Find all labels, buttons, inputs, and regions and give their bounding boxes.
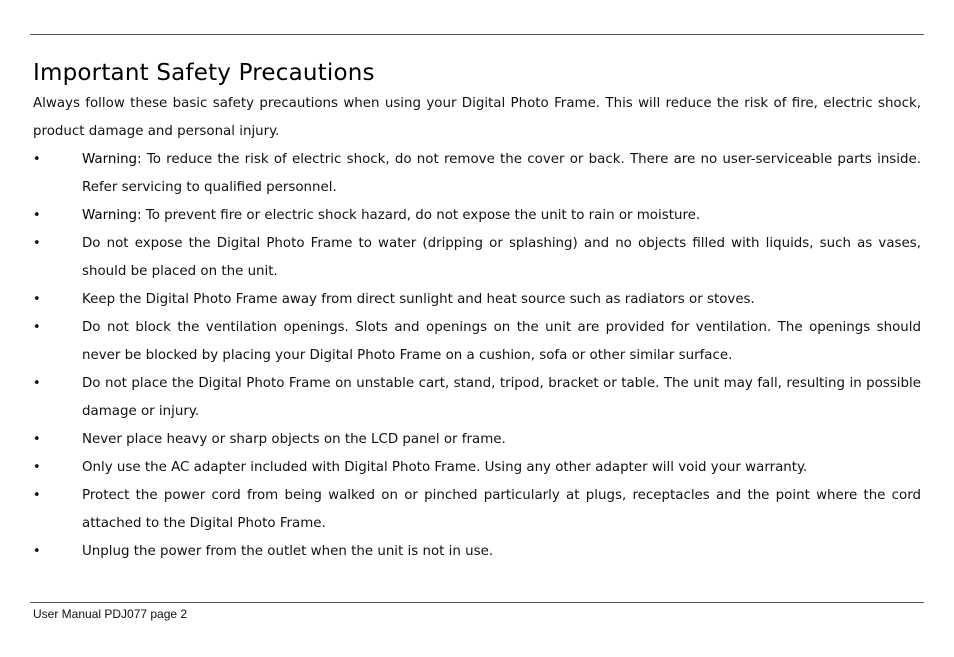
list-item (33, 538, 921, 566)
warning-label: Warning: (82, 152, 142, 167)
list-item (33, 370, 921, 426)
list-item-text: To reduce the risk of electric shock, do not remove the cover or back. There are no user-serviceable parts inside. Refer servicing to qualified personnel. (82, 152, 921, 195)
list-item (33, 314, 921, 370)
list-item-text: Protect the power cord from being walked on or pinched particularly at plugs, receptacles and the point where the cord attached to the Digital Photo Frame. (82, 488, 921, 531)
bullet-icon: • (33, 236, 41, 251)
bullet-icon: • (33, 208, 41, 223)
bullet-icon: • (33, 376, 41, 391)
list-item (33, 426, 921, 454)
list-item-text: Do not block the ventilation openings. Slots and openings on the unit are provided for ventilation. The openings should never be blocked by placing your Digital Photo Frame on a cushion, sofa or other similar surface. (82, 320, 921, 363)
list-item (33, 286, 921, 314)
bullet-icon: • (33, 292, 41, 307)
bullet-icon: • (33, 432, 41, 447)
footer-divider (30, 602, 924, 603)
bullet-icon: • (33, 488, 41, 503)
page-footer: User Manual PDJ077 page 2 (33, 607, 188, 621)
page-title: Important Safety Precautions (33, 60, 375, 86)
list-item-text: Keep the Digital Photo Frame away from direct sunlight and heat source such as radiators or stoves. (82, 292, 755, 307)
page-content (33, 56, 921, 566)
list-item-text: Do not place the Digital Photo Frame on unstable cart, stand, tripod, bracket or table. The unit may fall, resulting in possible damage or injury. (82, 376, 921, 419)
list-item (33, 230, 921, 286)
bullet-icon: • (33, 152, 41, 167)
list-item-text: To prevent fire or electric shock hazard, do not expose the unit to rain or moisture. (141, 208, 701, 223)
header-divider (30, 34, 924, 35)
list-item-text: Never place heavy or sharp objects on the LCD panel or frame. (82, 432, 506, 447)
list-item (33, 202, 921, 230)
list-item-text: Unplug the power from the outlet when the unit is not in use. (82, 544, 494, 559)
list-item (33, 146, 921, 202)
intro-paragraph: Always follow these basic safety precautions when using your Digital Photo Frame. This will reduce the risk of fire, electric shock, product damage and personal injury. (33, 96, 921, 139)
precautions-list (33, 146, 921, 566)
warning-label: Warning: (82, 208, 142, 223)
list-item (33, 482, 921, 538)
list-item-text: Do not expose the Digital Photo Frame to water (dripping or splashing) and no objects filled with liquids, such as vases, should be placed on the unit. (82, 236, 921, 279)
bullet-icon: • (33, 544, 41, 559)
list-item-text: Only use the AC adapter included with Digital Photo Frame. Using any other adapter will void your warranty. (82, 460, 808, 475)
bullet-icon: • (33, 460, 41, 475)
list-item (33, 454, 921, 482)
bullet-icon: • (33, 320, 41, 335)
